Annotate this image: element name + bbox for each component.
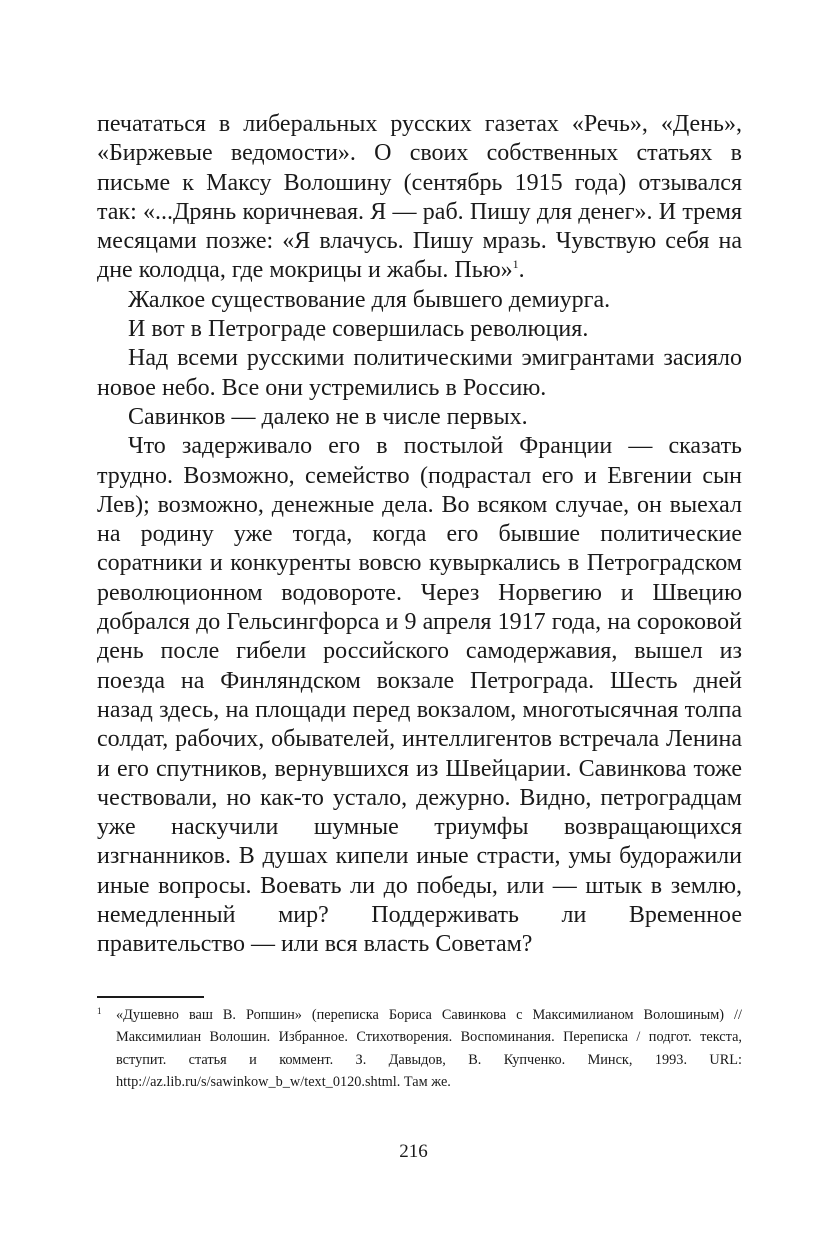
paragraph-5: Савинков — далеко не в числе первых. bbox=[128, 403, 528, 430]
footnote bbox=[97, 1004, 742, 1094]
paragraph-1 bbox=[97, 110, 742, 286]
page-number: 216 bbox=[399, 1141, 428, 1162]
paragraph-3: И вот в Петрограде совершилась революция. bbox=[128, 316, 589, 343]
paragraph-6: Что задерживало его в постылой Франции — сказать трудно. Возможно, семейство (подрастал его и Евгении сын Лев); возможно, денежные дела. Во всяком случае, он выехал на родину уже тогда, когда его бывшие политические соратники и конкуренты вовсю кувыркались в Петроградском революционном водовороте. Через Норвегию и Швецию добрался до Гельсингфорса и 9 апреля 1917 года, на сороковой день после гибели российского самодержавия, вышел из поезда на Финляндском вокзале Петрограда. Шесть дней назад здесь, на площади перед вокзалом, многотысячная толпа солдат, рабочих, обывателей, интеллигентов встречала Ленина и его спутников, вернувшихся из Швейцарии. Савинкова тоже чествовали, но как-то устало, дежурно. Видно, петроградцам уже наскучили шумные триумфы возвращающихся изгнанников. В душах кипели иные страсти, умы будоражили иные вопросы. Воевать ли до победы, или — штык в землю, немедленный мир? Поддерживать ли Временное правительство — или вся власть Советам? bbox=[97, 433, 742, 958]
footnote-reference[interactable]: 1 bbox=[512, 257, 519, 272]
paragraph-1-end: . bbox=[518, 257, 525, 284]
page-content bbox=[97, 110, 742, 960]
footnote-number: 1 bbox=[97, 1006, 102, 1016]
footnote-divider bbox=[97, 996, 204, 998]
paragraph-2: Жалкое существование для бывшего демиурга. bbox=[128, 286, 611, 313]
paragraph-4: Над всеми русскими политическими эмигрантами засияло новое небо. Все они устремились в Россию. bbox=[97, 345, 742, 401]
footnote-text: «Душевно ваш В. Ропшин» (переписка Бориса Савинкова с Максимилианом Волошиным) // Максимилиан Волошин. Избранное. Стихотворения. Воспоминания. Переписка / подгот. текста, вступит. статья и коммент. З. Давыдов, В. Купченко. Минск, 1993. URL: http://az.lib.ru/s/sawinkow_b_w/text_0120.shtml. Там же. bbox=[116, 1007, 742, 1091]
main-text bbox=[97, 110, 742, 960]
paragraph-1-text: печататься в либеральных русских газетах «Речь», «День», «Биржевые ведомости». О своих собственных статьях в письме к Максу Волошину (сентябрь 1915 года) отзывался так: «...Дрянь коричневая. Я — раб. Пишу для денег». И тремя месяцами позже: «Я влачусь. Пишу мразь. Чувствую себя на дне колодца, где мокрицы и жабы. Пью» bbox=[97, 111, 742, 284]
